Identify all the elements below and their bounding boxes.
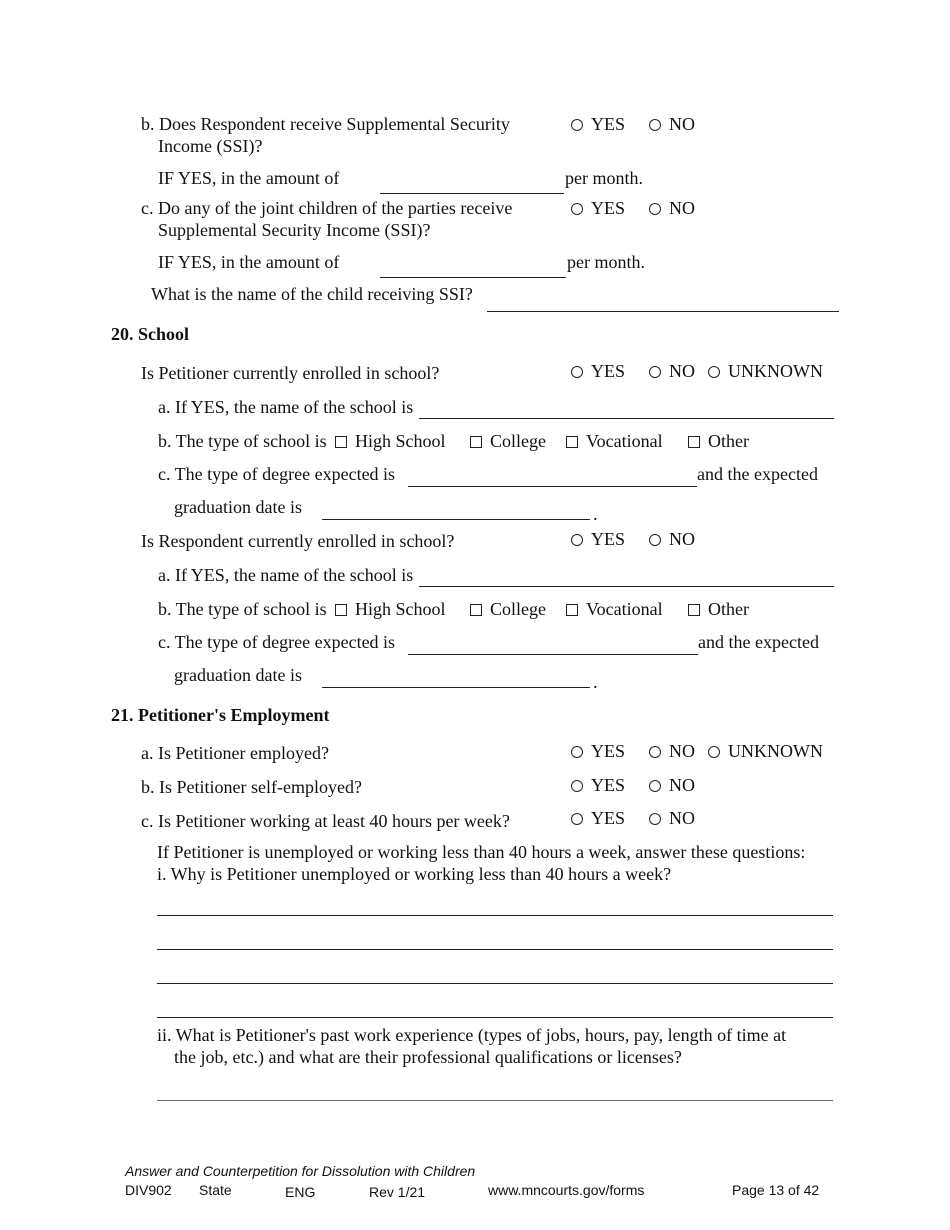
q21b-yes-radio[interactable]: YES xyxy=(571,775,625,796)
q20p-expected-label: and the expected xyxy=(697,464,818,484)
q19c-per-month: per month. xyxy=(567,252,645,272)
q20-petitioner-question: Is Petitioner currently enrolled in school? xyxy=(141,363,440,383)
q20p-yes-radio[interactable]: YES xyxy=(571,361,625,382)
checkbox-icon xyxy=(688,436,700,448)
q19b-amount-field[interactable] xyxy=(380,193,564,194)
radio-icon xyxy=(649,366,661,378)
q20r-grad-field[interactable] xyxy=(322,687,590,688)
checkbox-icon xyxy=(335,436,347,448)
q21b-question: b. Is Petitioner self-employed? xyxy=(141,777,362,797)
q20r-grad-label: graduation date is xyxy=(174,665,302,685)
q21-instruction: If Petitioner is unemployed or working less than 40 hours a week, answer these questions: xyxy=(157,842,806,862)
q21c-no-radio[interactable]: NO xyxy=(649,808,695,829)
radio-icon xyxy=(649,780,661,792)
q20p-type-high-school[interactable]: High School xyxy=(335,431,446,452)
q21b-no-radio[interactable]: NO xyxy=(649,775,695,796)
section-20-title: 20. School xyxy=(111,324,190,344)
q21a-unknown-radio[interactable]: UNKNOWN xyxy=(708,741,823,762)
q21-i-question: i. Why is Petitioner unemployed or working less than 40 hours a week? xyxy=(157,864,672,884)
q20p-period: . xyxy=(593,504,598,524)
q20p-type-other[interactable]: Other xyxy=(688,431,749,452)
radio-icon xyxy=(649,746,661,758)
q20p-unknown-radio[interactable]: UNKNOWN xyxy=(708,361,823,382)
q20p-school-type-label: b. The type of school is xyxy=(158,431,327,451)
checkbox-icon xyxy=(335,604,347,616)
q19c-yes-radio[interactable]: YES xyxy=(571,198,625,219)
q19b-yes-radio[interactable]: YES xyxy=(571,114,625,135)
q20p-school-name-label: a. If YES, the name of the school is xyxy=(158,397,414,417)
q21a-question: a. Is Petitioner employed? xyxy=(141,743,329,763)
q20r-school-name-field[interactable] xyxy=(419,586,834,587)
q19b-question-line1: b. Does Respondent receive Supplemental Security xyxy=(141,114,510,134)
q20r-period: . xyxy=(593,672,598,692)
q20r-type-college[interactable]: College xyxy=(470,599,546,620)
q20r-school-name-label: a. If YES, the name of the school is xyxy=(158,565,414,585)
q20r-type-other[interactable]: Other xyxy=(688,599,749,620)
radio-icon xyxy=(649,119,661,131)
radio-icon xyxy=(571,813,583,825)
q20r-no-radio[interactable]: NO xyxy=(649,529,695,550)
q20r-yes-radio[interactable]: YES xyxy=(571,529,625,550)
radio-icon xyxy=(571,780,583,792)
q20r-degree-field[interactable] xyxy=(408,654,698,655)
q21-i-answer-line-1[interactable] xyxy=(157,915,833,916)
q20p-degree-field[interactable] xyxy=(408,486,697,487)
q19c-no-radio[interactable]: NO xyxy=(649,198,695,219)
checkbox-icon xyxy=(688,604,700,616)
radio-icon xyxy=(649,203,661,215)
footer-form-id: DIV902 xyxy=(125,1182,172,1198)
q21-ii-question-line1: ii. What is Petitioner's past work experience (types of jobs, hours, pay, length of time at xyxy=(157,1025,787,1045)
q21a-yes-radio[interactable]: YES xyxy=(571,741,625,762)
radio-icon xyxy=(571,366,583,378)
q20p-type-vocational[interactable]: Vocational xyxy=(566,431,663,452)
q20r-school-type-label: b. The type of school is xyxy=(158,599,327,619)
radio-icon xyxy=(571,534,583,546)
q19c-child-name-label: What is the name of the child receiving SSI? xyxy=(151,284,473,304)
q20r-expected-label: and the expected xyxy=(698,632,819,652)
radio-icon xyxy=(571,119,583,131)
footer-state: State xyxy=(199,1182,232,1198)
section-21-title: 21. Petitioner's Employment xyxy=(111,705,330,725)
q19c-amount-label: IF YES, in the amount of xyxy=(158,252,340,272)
q19c-amount-field[interactable] xyxy=(380,277,566,278)
q20p-degree-label: c. The type of degree expected is xyxy=(158,464,396,484)
q20-respondent-question: Is Respondent currently enrolled in school? xyxy=(141,531,455,551)
q21-i-answer-line-3[interactable] xyxy=(157,983,833,984)
q20p-grad-field[interactable] xyxy=(322,519,590,520)
radio-icon xyxy=(708,746,720,758)
q20p-no-radio[interactable]: NO xyxy=(649,361,695,382)
footer-lang: ENG xyxy=(285,1184,316,1200)
checkbox-icon xyxy=(470,436,482,448)
q21a-no-radio[interactable]: NO xyxy=(649,741,695,762)
q19b-no-radio[interactable]: NO xyxy=(649,114,695,135)
q21c-yes-radio[interactable]: YES xyxy=(571,808,625,829)
checkbox-icon xyxy=(566,604,578,616)
q19b-per-month: per month. xyxy=(565,168,643,188)
q21c-question: c. Is Petitioner working at least 40 hours per week? xyxy=(141,811,510,831)
q20p-school-name-field[interactable] xyxy=(419,418,834,419)
radio-icon xyxy=(649,813,661,825)
checkbox-icon xyxy=(566,436,578,448)
radio-icon xyxy=(571,746,583,758)
q21-ii-answer-line-1[interactable] xyxy=(157,1100,833,1101)
q19b-amount-label: IF YES, in the amount of xyxy=(158,168,340,188)
footer-form-title: Answer and Counterpetition for Dissolution with Children xyxy=(125,1163,476,1179)
radio-icon xyxy=(708,366,720,378)
checkbox-icon xyxy=(470,604,482,616)
q20p-grad-label: graduation date is xyxy=(174,497,302,517)
q20r-degree-label: c. The type of degree expected is xyxy=(158,632,396,652)
q19c-question-line1: c. Do any of the joint children of the parties receive xyxy=(141,198,513,218)
q20r-type-high-school[interactable]: High School xyxy=(335,599,446,620)
footer-page-number: Page 13 of 42 xyxy=(732,1182,820,1198)
footer-url[interactable]: www.mncourts.gov/forms xyxy=(488,1182,645,1198)
q19c-question-line2: Supplemental Security Income (SSI)? xyxy=(158,220,431,240)
q20p-type-college[interactable]: College xyxy=(470,431,546,452)
q19c-child-name-field[interactable] xyxy=(487,311,839,312)
q21-i-answer-line-4[interactable] xyxy=(157,1017,833,1018)
footer-rev: Rev 1/21 xyxy=(369,1184,426,1200)
radio-icon xyxy=(649,534,661,546)
q21-i-answer-line-2[interactable] xyxy=(157,949,833,950)
q21-ii-question-line2: the job, etc.) and what are their professional qualifications or licenses? xyxy=(174,1047,682,1067)
q20r-type-vocational[interactable]: Vocational xyxy=(566,599,663,620)
q19b-question-line2: Income (SSI)? xyxy=(158,136,263,156)
radio-icon xyxy=(571,203,583,215)
